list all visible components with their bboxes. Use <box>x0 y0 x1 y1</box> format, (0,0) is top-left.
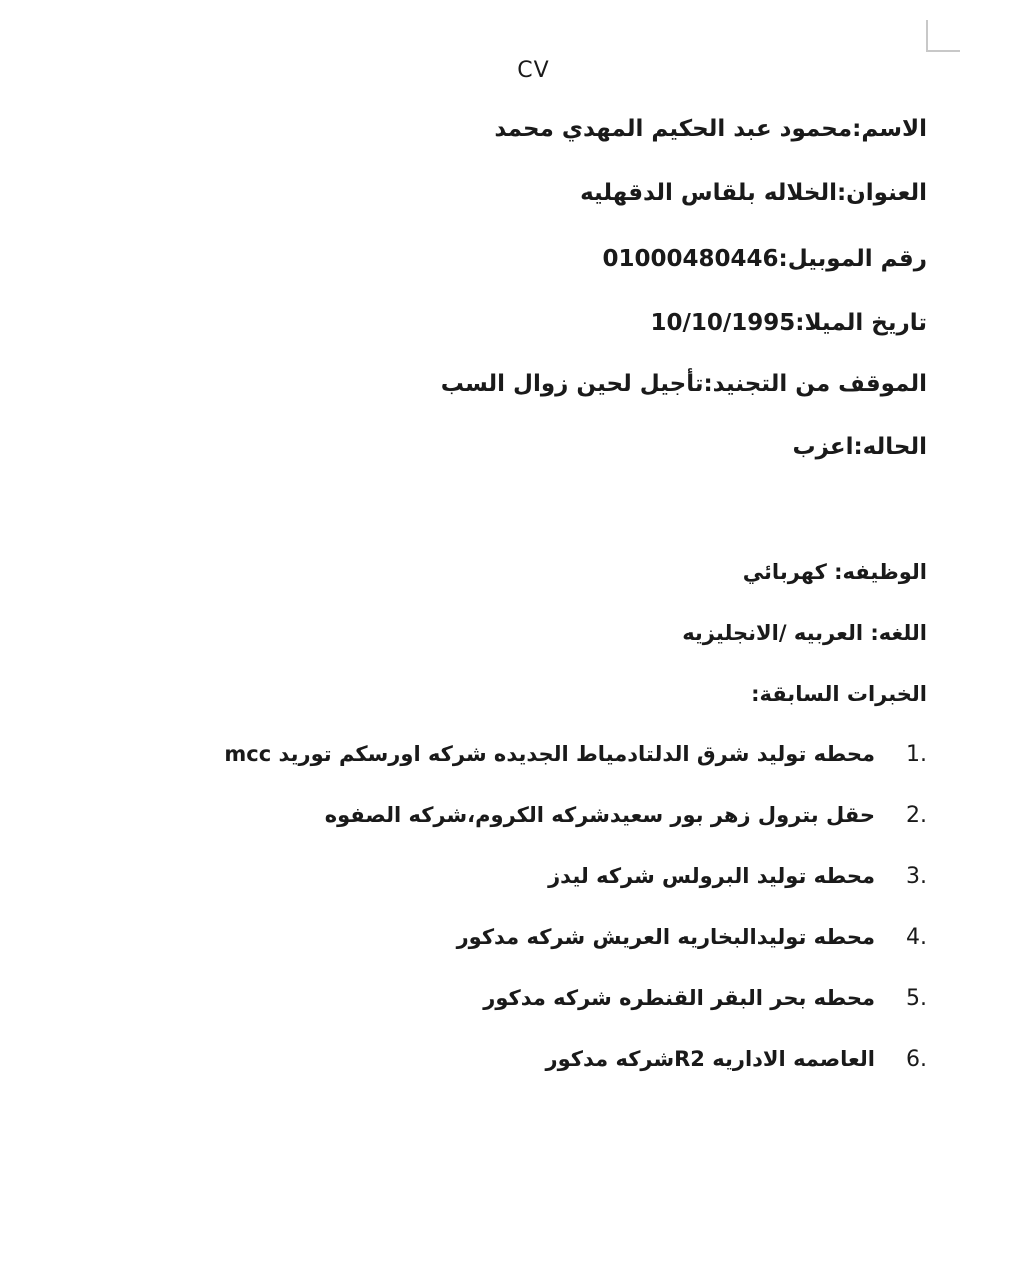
job-line: الوظيفه: كهربائي <box>742 560 927 584</box>
experience-heading: الخبرات السابقة: <box>751 682 927 706</box>
name-line: الاسم:محمود عبد الحكيم المهدي محمد <box>494 116 927 142</box>
document-title: CV <box>517 58 550 83</box>
list-item-text: محطه توليد شرق الدلتادمياط الجديده شركه اورسكم توريد mcc <box>224 742 875 766</box>
list-item <box>224 1047 927 1108</box>
list-item-text: العاصمه الاداريه R2شركه مدكور <box>545 1047 875 1071</box>
military-status-line: الموقف من التجنيد:تأجيل لحين زوال السب <box>440 371 927 397</box>
experience-list <box>224 742 927 1108</box>
list-item <box>224 803 927 864</box>
mobile-line: رقم الموبيل:01000480446 <box>602 246 927 272</box>
language-line: اللغه: العربيه /الانجليزيه <box>682 621 927 645</box>
list-item <box>224 986 927 1047</box>
list-item-text: محطه توليد البرولس شركه ليدز <box>548 864 875 888</box>
list-item-number: .1 <box>906 742 927 767</box>
list-item <box>224 864 927 925</box>
list-item-number: .2 <box>906 803 927 828</box>
marital-status-line: الحاله:اعزب <box>792 434 927 460</box>
list-item-text: حقل بترول زهر بور سعيدشركه الكروم،شركه الصفوه <box>324 803 875 827</box>
list-item-number: .4 <box>906 925 927 950</box>
page-corner-mark <box>926 20 960 52</box>
list-item-number: .5 <box>906 986 927 1011</box>
list-item <box>224 925 927 986</box>
list-item-number: .6 <box>906 1047 927 1072</box>
list-item-text: محطه بحر البقر القنطره شركه مدكور <box>483 986 875 1010</box>
address-line: العنوان:الخلاله بلقاس الدقهليه <box>580 180 927 206</box>
list-item-number: .3 <box>906 864 927 889</box>
list-item <box>224 742 927 803</box>
birthdate-line: تاريخ الميلا:10/10/1995 <box>650 310 927 336</box>
list-item-text: محطه توليدالبخاريه العريش شركه مدكور <box>456 925 875 949</box>
